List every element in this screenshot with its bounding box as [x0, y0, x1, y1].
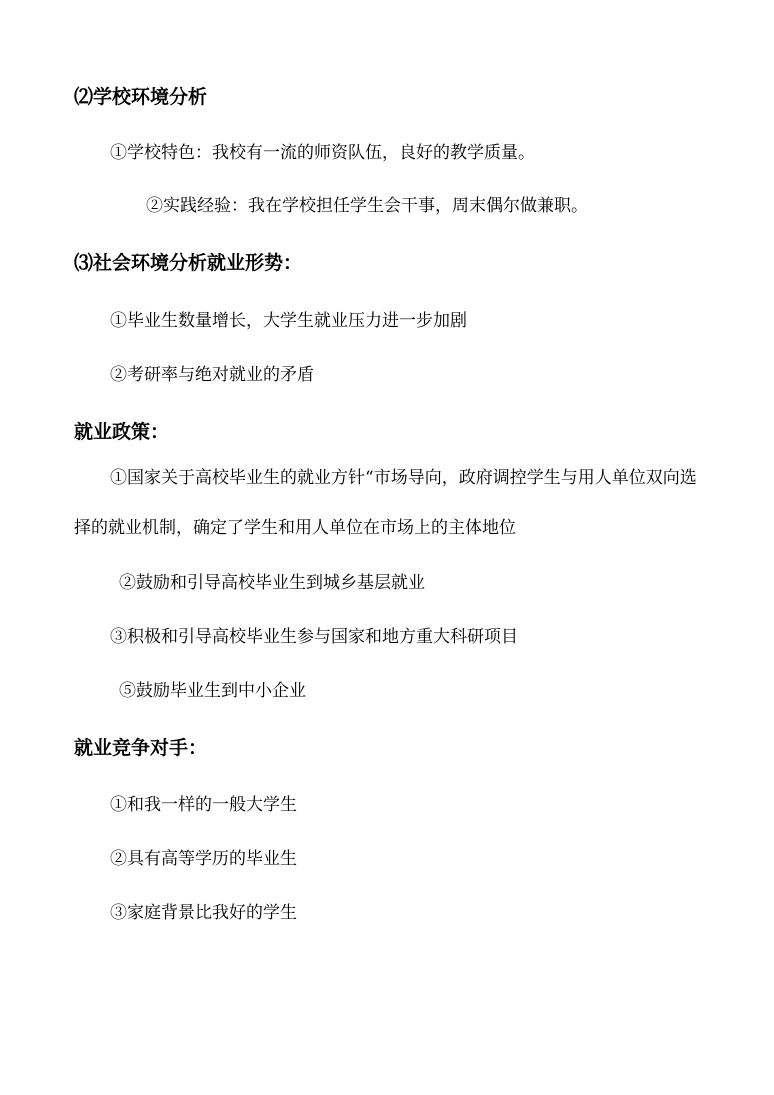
heading-employment-policy: 就业政策：	[74, 421, 170, 443]
research-policy-item: ③积极和引导高校毕业生参与国家和地方重大科研项目	[110, 627, 518, 647]
competitor-item: ①和我一样的一般大学生	[110, 795, 297, 815]
heading-social-environment: ⑶社会环境分析就业形势：	[74, 252, 303, 274]
postgrad-conflict-item: ②考研率与绝对就业的矛盾	[110, 365, 314, 385]
sme-policy-item: ⑤鼓励毕业生到中小企业	[119, 681, 306, 701]
grassroots-policy-item: ②鼓励和引导高校毕业生到城乡基层就业	[119, 573, 425, 593]
national-policy-paragraph: ①国家关于高校毕业生的就业方针“市场导向，政府调控学生与用人单位双向选择的就业机制，确定了学生和用人单位在市场上的主体地位	[74, 468, 697, 538]
practice-experience-item: ②实践经验：我在学校担任学生会干事，周末偶尔做兼职。	[146, 196, 588, 216]
heading-competitors: 就业竞争对手：	[74, 737, 208, 759]
competitor-item: ②具有高等学历的毕业生	[110, 849, 297, 869]
school-feature-item: ①学校特色：我校有一流的师资队伍，良好的教学质量。	[110, 143, 535, 163]
heading-school-environment: ⑵学校环境分析	[74, 86, 208, 108]
graduate-growth-item: ①毕业生数量增长，大学生就业压力进一步加剧	[110, 311, 467, 331]
competitor-item: ③家庭背景比我好的学生	[110, 903, 297, 923]
